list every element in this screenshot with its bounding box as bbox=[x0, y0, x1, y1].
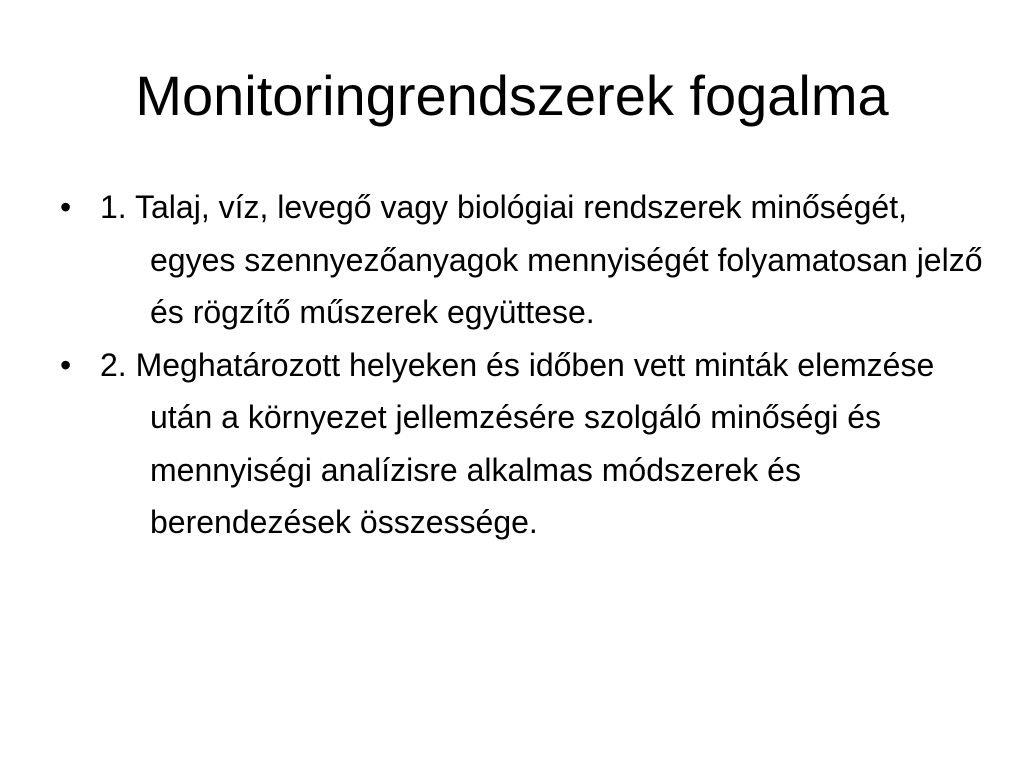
bullet-item-1 bbox=[60, 181, 990, 339]
bullet-dot-icon: • bbox=[60, 189, 72, 225]
bullet-dot-icon: • bbox=[60, 346, 72, 383]
bullet-item-2 bbox=[60, 339, 990, 549]
slide-title: Monitoringrendszerek fogalma bbox=[135, 64, 889, 127]
bullet-list bbox=[60, 181, 990, 549]
bullet-text-1: 1. Talaj, víz, levegő vagy biológiai rendszerek minőségét, egyes szennyezőanyagok mennyiségét folyamatosan jelző és rögzítő műszerek együttese. bbox=[100, 189, 983, 330]
bullet-text-2: 2. Meghatározott helyeken és időben vett minták elemzése után a környezet jellemzésére szolgáló minőségi és mennyiségi analízisre alkalmas módszerek és berendezések összessége. bbox=[100, 346, 935, 540]
